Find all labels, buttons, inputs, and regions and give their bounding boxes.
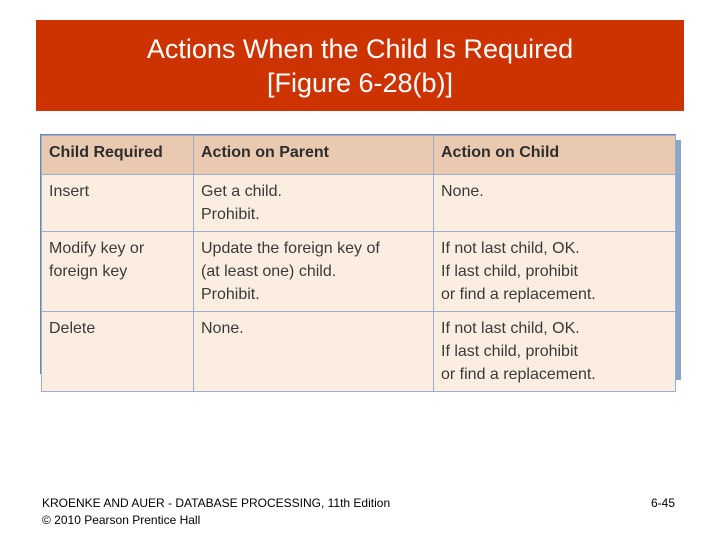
- cell-child-action: [434, 175, 676, 232]
- slide-title-bar: [36, 20, 684, 111]
- cell-line: None.: [201, 320, 244, 337]
- cell-line: Prohibit.: [201, 206, 260, 223]
- cell-line: Get a child.: [201, 183, 282, 200]
- cell-line: If not last child, OK.: [441, 320, 580, 337]
- cell-line: If last child, prohibit: [441, 263, 578, 280]
- cell-line: or find a replacement.: [441, 366, 596, 383]
- cell-line: Update the foreign key of: [201, 240, 380, 257]
- cell-event: [42, 232, 194, 312]
- table-row: [42, 232, 676, 312]
- cell-parent-action: [194, 312, 434, 392]
- table-row: [42, 312, 676, 392]
- cell-line: Modify key or: [49, 240, 145, 257]
- header-action-on-child: Action on Child: [434, 136, 676, 175]
- cell-line: Delete: [49, 320, 96, 337]
- slide-title-line1: Actions When the Child Is Required: [146, 33, 574, 64]
- cell-child-action: [434, 232, 676, 312]
- table-row: [42, 175, 676, 232]
- slide-title-line2: [Figure 6-28(b)]: [266, 67, 454, 98]
- footer-book-title: KROENKE AND AUER - DATABASE PROCESSING, 11th Edition: [42, 496, 391, 510]
- cell-line: If last child, prohibit: [441, 343, 578, 360]
- referential-actions-table: [41, 135, 676, 392]
- footer-copyright: © 2010 Pearson Prentice Hall: [42, 513, 201, 527]
- cell-line: Prohibit.: [201, 286, 260, 303]
- cell-parent-action: [194, 175, 434, 232]
- cell-child-action: [434, 312, 676, 392]
- table-header-row: [42, 136, 676, 175]
- slide-page-number: 6-45: [650, 496, 675, 510]
- cell-line: foreign key: [49, 263, 128, 280]
- cell-line: (at least one) child.: [201, 263, 337, 280]
- cell-line: If not last child, OK.: [441, 240, 580, 257]
- cell-parent-action: [194, 232, 434, 312]
- cell-event: [42, 175, 194, 232]
- cell-event: [42, 312, 194, 392]
- cell-line: Insert: [49, 183, 90, 200]
- cell-line: or find a replacement.: [441, 286, 596, 303]
- footer-citation: [42, 495, 390, 529]
- header-child-required: Child Required: [42, 136, 194, 175]
- cell-line: None.: [441, 183, 484, 200]
- header-action-on-parent: Action on Parent: [194, 136, 434, 175]
